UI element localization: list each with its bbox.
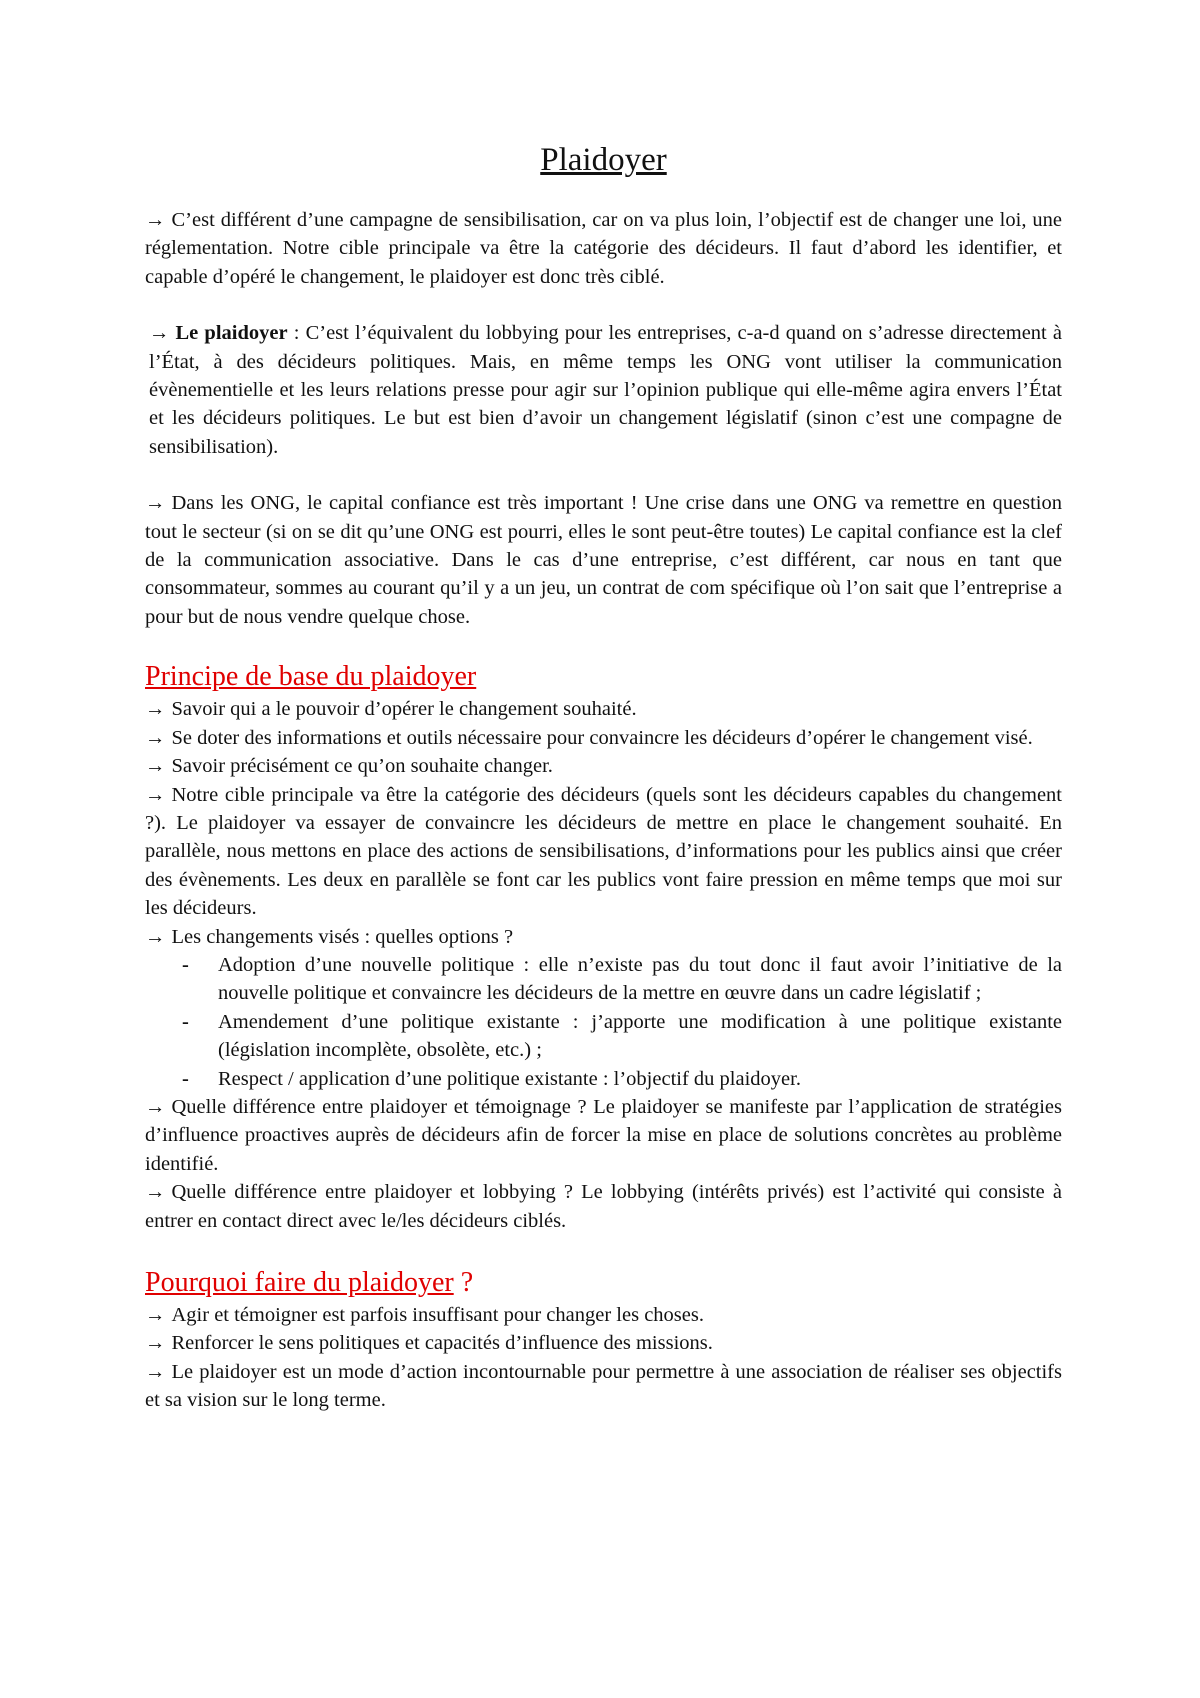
list-item [145, 1093, 1062, 1178]
arrow-icon: → [145, 755, 166, 778]
paragraph-text: : C’est l’équivalent du lobbying pour les entreprises, c-a-d quand on s’adresse directement à l’État, à des décideurs politiques. Mais, en même temps les ONG vont utiliser la communication évènementielle et les leurs relations presse pour agir sur l’opinion publique qui elle-même agira envers l’État et les décideurs politiques. Le but est bien d’avoir un changement législatif (sinon c’est une compagne de sensibilisation). [149, 322, 1062, 458]
dash-bullet-icon: - [182, 1067, 189, 1090]
arrow-icon: → [145, 492, 166, 515]
arrow-icon: → [145, 726, 166, 749]
list-item-text: Agir et témoigner est parfois insuffisant pour changer les choses. [171, 1304, 704, 1326]
list-item-text: Notre cible principale va être la catégorie des décideurs (quels sont les décideurs capables du changement ?). Le plaidoyer va essayer de convaincre les décideurs de mettre en place le changement souhaité. En parallèle, nous mettons en place des actions de sensibilisations, d’informations pour les publics ainsi que créer des évènements. Les deux en parallèle se font car les publics vont faire pression en même temps que moi sur les décideurs. [145, 783, 1062, 920]
arrow-icon: → [145, 1332, 166, 1355]
option-item [145, 951, 1062, 1008]
list-item [145, 923, 1062, 951]
arrow-icon: → [145, 209, 166, 231]
arrow-icon: → [145, 925, 166, 948]
list-item [145, 1358, 1062, 1415]
list-item [145, 724, 1062, 752]
option-text: Amendement d’une politique existante : j’apporte une modification à une politique existante (législation incomplète, obsolète, etc.) ; [218, 1010, 1062, 1062]
dash-bullet-icon: - [182, 1010, 189, 1033]
option-item [145, 1065, 1062, 1093]
option-text: Respect / application d’une politique existante : l’objectif du plaidoyer. [218, 1067, 801, 1090]
option-item [145, 1008, 1062, 1065]
paragraph-text: Dans les ONG, le capital confiance est très important ! Une crise dans une ONG va remettre en question tout le secteur (si on se dit qu’une ONG est pourri, elles le sont peut-être toutes) Le capital confiance est la clef de la communication associative. Dans le cas d’une entreprise, c’est différent, car nous en tant que consommateur, sommes au courant qu’il y a un jeu, un contrat de com spécifique où l’on sait que l’entreprise a pour but de nous vendre quelque chose. [145, 492, 1062, 628]
intro-paragraph-1 [145, 206, 1062, 291]
list-item-text: Se doter des informations et outils nécessaire pour convaincre les décideurs d’opérer le changement visé. [171, 726, 1033, 749]
document-page [145, 140, 1062, 1415]
section-heading-pourquoi [145, 1265, 1062, 1301]
list-item-text: Le plaidoyer est un mode d’action incontournable pour permettre à une association de réaliser ses objectifs et sa vision sur le long terme. [145, 1360, 1062, 1412]
arrow-icon: → [145, 1304, 166, 1326]
list-item [145, 1178, 1062, 1235]
list-item [145, 695, 1062, 723]
list-item [145, 752, 1062, 780]
list-item-text: Renforcer le sens politiques et capacités d’influence des missions. [171, 1332, 713, 1355]
section-heading-text: Principe de base du plaidoyer [145, 661, 477, 693]
list-item [145, 781, 1062, 923]
page-title: Plaidoyer [540, 142, 667, 178]
list-item-text: Les changements visés : quelles options ? [171, 925, 514, 948]
arrow-icon: → [145, 698, 166, 721]
section-heading-principe [145, 659, 1062, 695]
list-item [145, 1329, 1062, 1357]
dash-bullet-icon: - [182, 953, 189, 976]
option-text: Adoption d’une nouvelle politique : elle n’existe pas du tout donc il faut avoir l’initiative de la nouvelle politique et convaincre les décideurs de la mettre en œuvre dans un cadre législatif ; [218, 953, 1062, 1005]
section-heading-text: Pourquoi faire du plaidoyer [145, 1267, 454, 1298]
arrow-icon: → [149, 322, 170, 345]
arrow-icon: → [145, 783, 166, 806]
arrow-icon: → [145, 1360, 166, 1383]
arrow-icon: → [145, 1095, 166, 1118]
list-item-text: Quelle différence entre plaidoyer et témoignage ? Le plaidoyer se manifeste par l’application de stratégies d’influence proactives auprès de décideurs afin de forcer la mise en place de solutions concrètes au problème identifié. [145, 1095, 1062, 1175]
section-heading-tail: ? [453, 1267, 474, 1298]
intro-paragraph-3 [145, 489, 1062, 631]
list-item-text: Savoir précisément ce qu’on souhaite changer. [171, 755, 553, 778]
list-item-text: Quelle différence entre plaidoyer et lobbying ? Le lobbying (intérêts privés) est l’activité qui consiste à entrer en contact direct avec le/les décideurs ciblés. [145, 1181, 1062, 1232]
list-item-text: Savoir qui a le pouvoir d’opérer le changement souhaité. [171, 698, 637, 721]
paragraph-text: C’est différent d’une campagne de sensibilisation, car on va plus loin, l’objectif est de changer une loi, une réglementation. Notre cible principale va être la catégorie des décideurs. Il faut d’abord les identifier, et capable d’opéré le changement, le plaidoyer est donc très ciblé. [145, 209, 1062, 288]
arrow-icon: → [145, 1181, 166, 1204]
list-item [145, 1301, 1062, 1329]
intro-paragraph-2 [145, 319, 1062, 461]
options-list [145, 951, 1062, 1093]
paragraph-lead: Le plaidoyer [175, 322, 288, 345]
